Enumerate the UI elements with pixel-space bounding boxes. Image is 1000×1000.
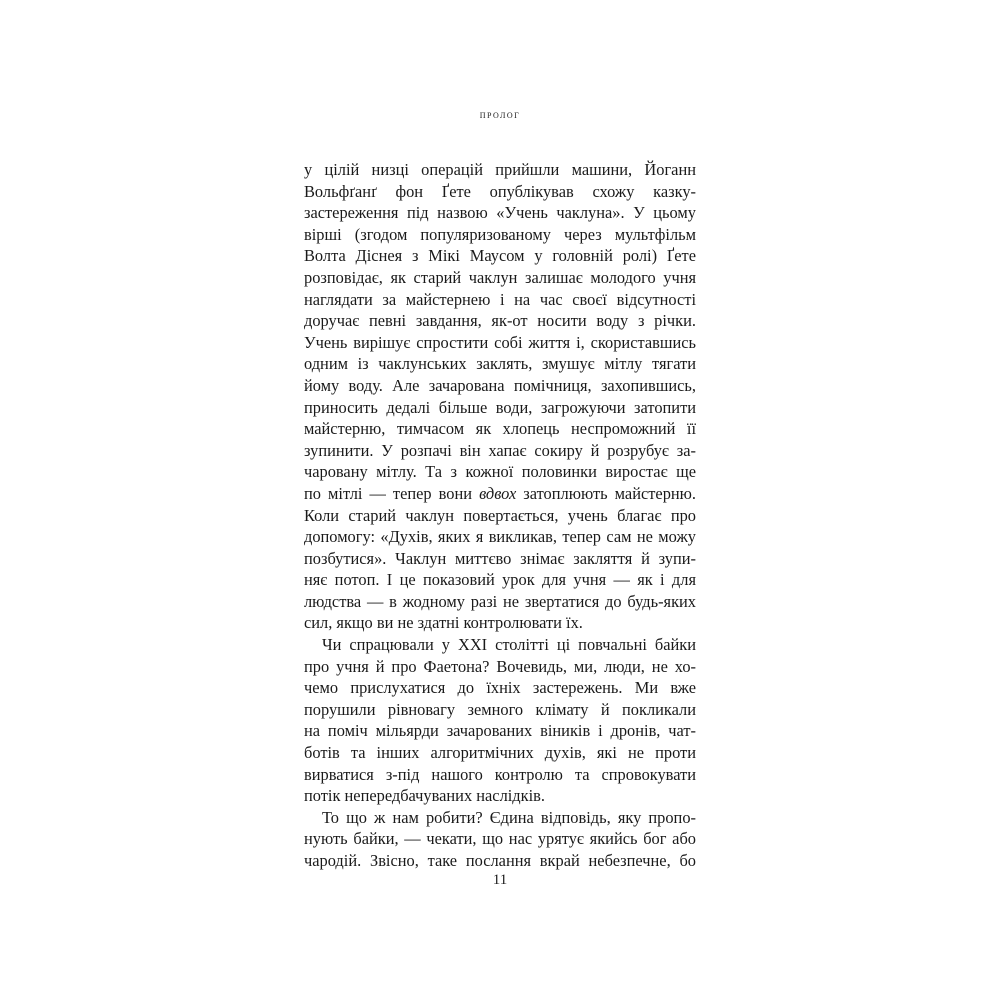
- text-line: приносить дедалі більше води, загрожуючи затопити: [304, 397, 696, 417]
- text-line: допомогу: «Духів, яких я викликав, тепер сам не можу: [304, 527, 696, 547]
- text-line: на поміч мільярди зачарованих віників і дронів, чат-: [304, 721, 696, 741]
- text-line-with-emphasis: [304, 483, 696, 505]
- text-line: вирватися з-під нашого контролю та спровокувати: [304, 764, 696, 784]
- text-line: застереження під назвою «Учень чаклуна». У цьому: [304, 203, 696, 223]
- text-line: майстерню, тимчасом як хлопець неспроможний її: [304, 419, 696, 439]
- text-line: йому воду. Але зачарована помічниця, захопившись,: [304, 375, 696, 395]
- text-segment: затоплюють майстерню.: [516, 483, 696, 503]
- text-line: Коли старий чаклун повертається, учень благає про: [304, 505, 696, 525]
- text-line: зупинити. У розпачі він хапає сокиру й розрубує за-: [304, 440, 696, 460]
- text-line: Чи спрацювали у XXI столітті ці повчальні байки: [322, 635, 696, 655]
- text-line: наглядати за майстернею і на час своєї відсутності: [304, 289, 696, 309]
- paragraph-3: [304, 807, 696, 872]
- page-number: 11: [492, 872, 508, 888]
- text-segment: по мітлі — тепер вони: [304, 483, 480, 503]
- paragraph-2: [304, 634, 696, 807]
- text-line: людства — в жодному разі не звертатися до будь-яких: [304, 591, 696, 611]
- text-line: потік непередбачуваних наслідків.: [304, 786, 545, 806]
- text-line: няє потоп. І це показовий урок для учня — як і для: [304, 570, 696, 590]
- text-line: То що ж нам робити? Єдина відповідь, яку пропо-: [322, 807, 696, 827]
- text-line: одним із чаклунських заклять, змушує мітлу тягати: [304, 354, 696, 374]
- text-line: у цілій низці операцій прийшли машини, Йоганн: [304, 160, 696, 179]
- text-line: Волта Діснея з Мікі Маусом у головній ролі) Ґете: [304, 246, 696, 266]
- text-line: порушили рівновагу земного клімату й покликали: [304, 699, 696, 719]
- text-line: сил, якщо ви не здатні контролювати їх.: [304, 613, 583, 633]
- paragraph-1: [304, 159, 696, 634]
- text-line: доручає певні завдання, як-от носити воду з річки.: [304, 311, 696, 331]
- text-line: позбутися». Чаклун миттєво знімає закляття й зупи-: [304, 548, 696, 568]
- text-line: Вольфґанґ фон Ґете опублікував схожу казку-: [304, 181, 696, 201]
- body-text: [304, 159, 696, 872]
- text-line: Учень вирішує спростити собі життя і, скориставшись: [304, 332, 696, 352]
- emphasized-word: вдвох: [479, 483, 517, 503]
- text-line: розповідає, як старий чаклун залишає молодого учня: [304, 267, 696, 287]
- text-line: чемо прислухатися до їхніх застережень. Ми вже: [304, 678, 696, 698]
- text-line: нують байки, — чекати, що нас урятує якийсь бог або: [304, 829, 696, 849]
- text-line: вірші (згодом популяризованому через мультфільм: [304, 224, 696, 244]
- text-line: про учня й про Фаетона? Вочевидь, ми, люди, не хо-: [304, 656, 696, 676]
- text-line: чаровану мітлу. Та з кожної половинки виростає ще: [304, 462, 696, 482]
- text-line: чародій. Звісно, таке послання вкрай небезпечне, бо: [304, 851, 696, 870]
- running-head: пролог: [479, 109, 521, 121]
- text-line: ботів та інших алгоритмічних духів, які не проти: [304, 743, 696, 763]
